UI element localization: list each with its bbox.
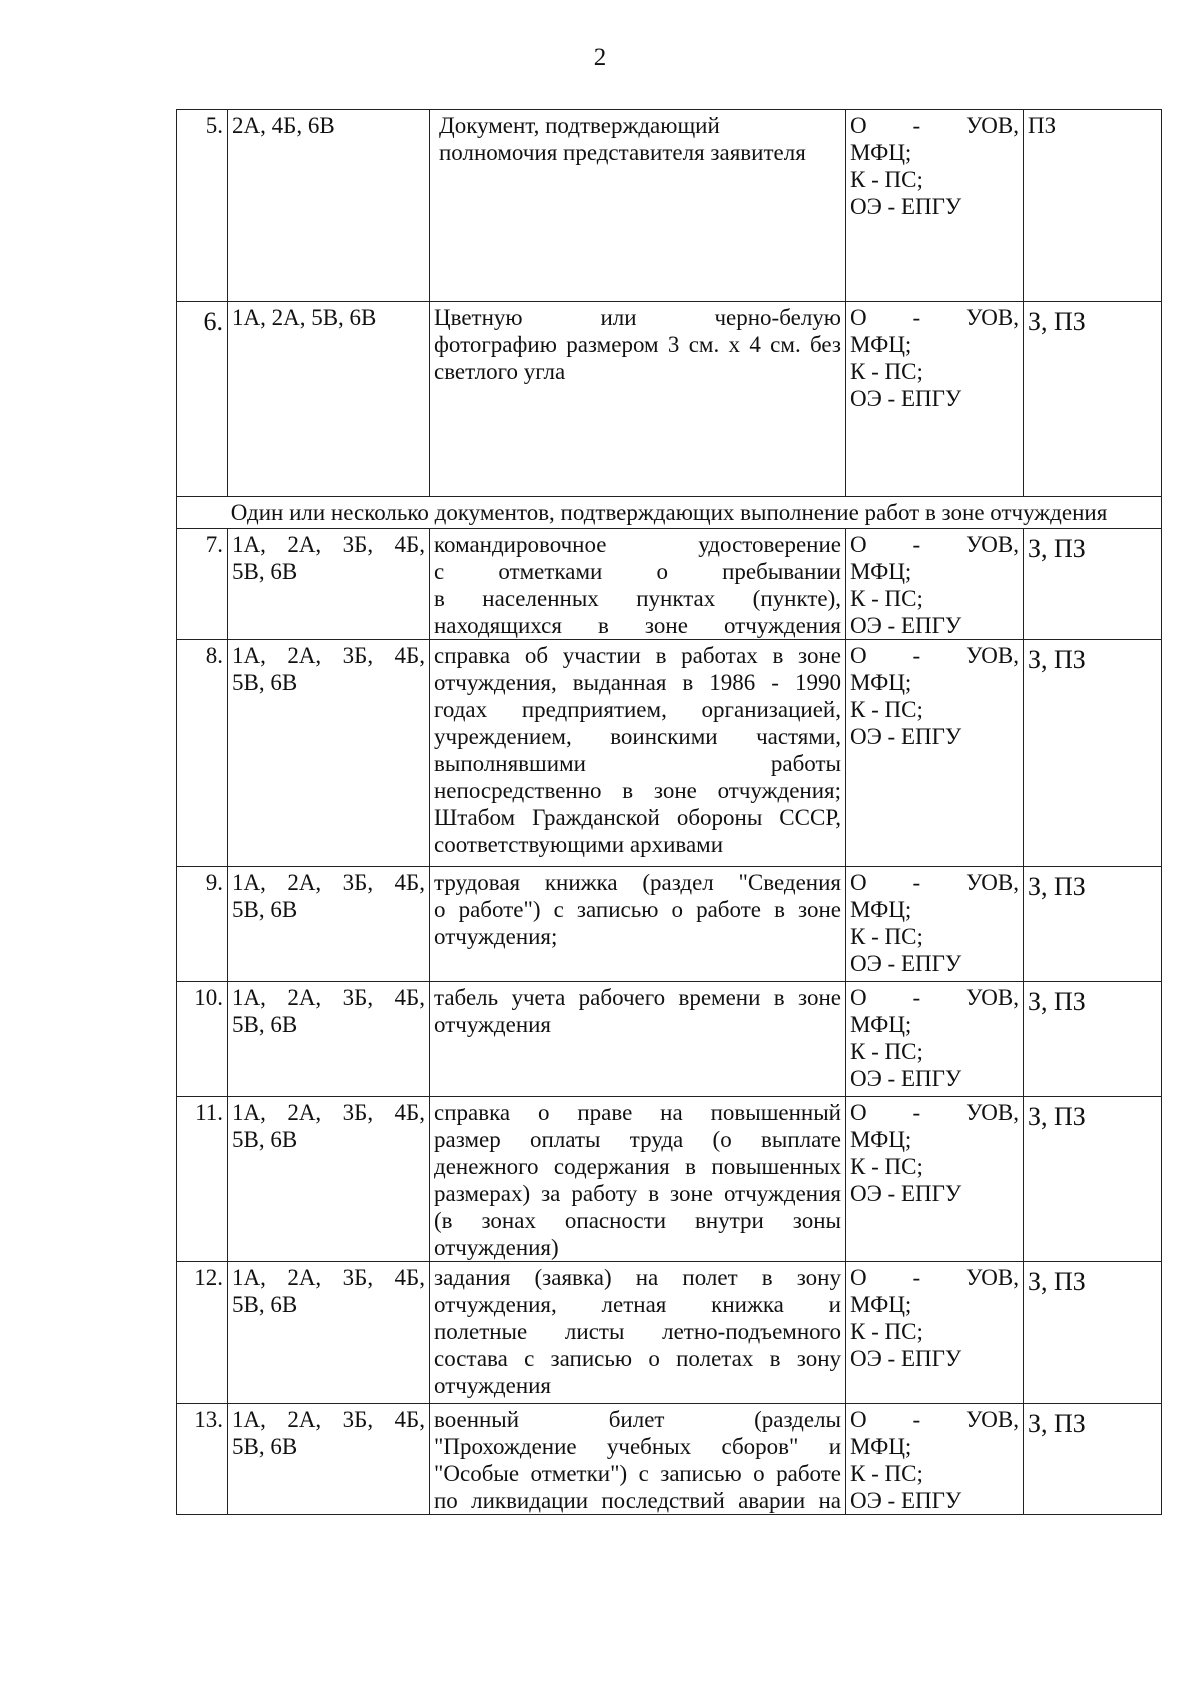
submission-method-uov: УОВ, — [966, 1407, 1019, 1432]
document-name-cell — [430, 640, 846, 867]
document-name-line: задания (заявка) на полет в зону — [434, 1265, 841, 1290]
table-row — [177, 110, 1162, 302]
section-title: Один или несколько документов, подтверждающих выполнение работ в зоне отчуждения — [177, 497, 1162, 529]
submission-method-dash: - — [912, 113, 921, 138]
submission-note: З, ПЗ — [1024, 529, 1162, 640]
submission-note: З, ПЗ — [1024, 982, 1162, 1097]
applicant-categories-line: 1А, 2А, 3Б, 4Б, — [232, 1100, 425, 1125]
submission-method-line: ОЭ - ЕПГУ — [850, 194, 962, 219]
submission-method-line: ОЭ - ЕПГУ — [850, 1066, 962, 1091]
submission-method-cell — [846, 1262, 1024, 1404]
document-name-line: командировочное удостоверение — [434, 532, 841, 557]
applicant-categories — [228, 529, 430, 640]
submission-method-dash: - — [912, 1407, 921, 1432]
submission-method-first-line — [850, 1099, 1019, 1126]
document-name-line: "Особые отметки") с записью о работе — [434, 1461, 841, 1486]
submission-method-line: ОЭ - ЕПГУ — [850, 386, 962, 411]
submission-method-cell — [846, 867, 1024, 982]
submission-method-o: О — [850, 643, 867, 668]
submission-method-line: К - ПС; — [850, 1154, 923, 1179]
applicant-categories — [228, 1404, 430, 1515]
document-name-line: отчуждения — [434, 1373, 552, 1398]
submission-method-line: МФЦ; — [850, 1012, 912, 1037]
applicant-categories — [228, 1262, 430, 1404]
submission-method-o: О — [850, 113, 867, 138]
submission-method-line: МФЦ; — [850, 1127, 912, 1152]
document-name-cell — [430, 867, 846, 982]
applicant-categories — [228, 867, 430, 982]
submission-method-line: ОЭ - ЕПГУ — [850, 1488, 962, 1513]
document-name-line: непосредственно в зоне отчуждения; — [434, 778, 841, 803]
row-number: 12. — [177, 1262, 228, 1404]
submission-method-first-line — [850, 984, 1019, 1011]
applicant-categories-line: 5В, 6В — [232, 559, 298, 584]
applicant-categories-line: 1А, 2А, 3Б, 4Б, — [232, 532, 425, 557]
table-row — [177, 640, 1162, 867]
table-row — [177, 982, 1162, 1097]
submission-method-line: К - ПС; — [850, 697, 923, 722]
submission-method-first-line — [850, 304, 1019, 331]
submission-note: З, ПЗ — [1024, 1404, 1162, 1515]
applicant-categories-line: 5В, 6В — [232, 1012, 298, 1037]
submission-method-uov: УОВ, — [966, 643, 1019, 668]
submission-method-dash: - — [912, 1265, 921, 1290]
submission-method-dash: - — [912, 1100, 921, 1125]
document-name-line: находящихся в зоне отчуждения — [434, 613, 841, 638]
document-name-line: светлого угла — [434, 359, 566, 384]
row-number: 6. — [177, 302, 228, 497]
document-name-line: полетные листы летно-подъемного — [434, 1319, 841, 1344]
applicant-categories: 2А, 4Б, 6В — [228, 110, 430, 302]
submission-method-uov: УОВ, — [966, 1100, 1019, 1125]
submission-method-uov: УОВ, — [966, 1265, 1019, 1290]
document-name-line: размер оплаты труда (о выплате — [434, 1127, 841, 1152]
document-name-line: Цветную или черно-белую — [434, 305, 841, 330]
applicant-categories — [228, 982, 430, 1097]
submission-method-dash: - — [912, 305, 921, 330]
submission-method-uov: УОВ, — [966, 985, 1019, 1010]
document-name-line: размерах) за работу в зоне отчуждения — [434, 1181, 841, 1206]
applicant-categories-line: 1А, 2А, 3Б, 4Б, — [232, 643, 425, 668]
row-number: 5. — [177, 110, 228, 302]
submission-method-first-line — [850, 642, 1019, 669]
document-name-line: табель учета рабочего времени в зоне — [434, 985, 841, 1010]
submission-method-line: МФЦ; — [850, 670, 912, 695]
document-name-cell — [430, 1404, 846, 1515]
document-name-line: о работе") с записью о работе в зоне — [434, 897, 841, 922]
document-name-line: выполнявшими работы — [434, 751, 841, 776]
document-name-line: соответствующими архивами — [434, 832, 724, 857]
applicant-categories-line: 5В, 6В — [232, 1434, 298, 1459]
applicant-categories — [228, 640, 430, 867]
row-number: 13. — [177, 1404, 228, 1515]
document-name-line: справка об участии в работах в зоне — [434, 643, 841, 668]
row-number: 9. — [177, 867, 228, 982]
row-number: 7. — [177, 529, 228, 640]
submission-method-dash: - — [912, 985, 921, 1010]
submission-method-cell — [846, 110, 1024, 302]
submission-method-line: К - ПС; — [850, 359, 923, 384]
submission-method-line: МФЦ; — [850, 897, 912, 922]
submission-method-line: ОЭ - ЕПГУ — [850, 951, 962, 976]
table-row — [177, 1097, 1162, 1262]
submission-method-dash: - — [912, 532, 921, 557]
submission-method-dash: - — [912, 643, 921, 668]
document-name-line: отчуждения; — [434, 924, 558, 949]
section-header-row — [177, 497, 1162, 529]
submission-method-line: МФЦ; — [850, 332, 912, 357]
document-name-line: в населенных пунктах (пункте), — [434, 586, 841, 611]
document-name-cell — [430, 302, 846, 497]
submission-method-first-line — [850, 1406, 1019, 1433]
submission-note: З, ПЗ — [1024, 1097, 1162, 1262]
applicant-categories-line: 5В, 6В — [232, 1292, 298, 1317]
submission-note: З, ПЗ — [1024, 302, 1162, 497]
document-name-cell — [430, 982, 846, 1097]
submission-method-o: О — [850, 1100, 867, 1125]
submission-method-cell — [846, 529, 1024, 640]
document-name-line: (в зонах опасности внутри зоны — [434, 1208, 841, 1233]
page-number: 2 — [593, 44, 607, 71]
submission-method-cell — [846, 302, 1024, 497]
documents-table — [176, 109, 1162, 1515]
submission-note: ПЗ — [1024, 110, 1162, 302]
submission-method-first-line — [850, 112, 1019, 139]
document-name-line: отчуждения) — [434, 1235, 559, 1260]
applicant-categories-line: 1А, 2А, 3Б, 4Б, — [232, 870, 425, 895]
document-name-line: справка о праве на повышенный — [434, 1100, 841, 1125]
submission-method-line: ОЭ - ЕПГУ — [850, 613, 962, 638]
submission-method-uov: УОВ, — [966, 532, 1019, 557]
document-name-line: по ликвидации последствий аварии на — [434, 1488, 841, 1513]
table-row — [177, 302, 1162, 497]
applicant-categories-line: 5В, 6В — [232, 1127, 298, 1152]
row-number: 11. — [177, 1097, 228, 1262]
submission-method-first-line — [850, 1264, 1019, 1291]
document-name-line: отчуждения, летная книжка и — [434, 1292, 841, 1317]
applicant-categories: 1А, 2А, 5В, 6В — [228, 302, 430, 497]
applicant-categories-line: 1А, 2А, 3Б, 4Б, — [232, 1407, 425, 1432]
submission-method-cell — [846, 640, 1024, 867]
submission-method-cell — [846, 1097, 1024, 1262]
submission-method-o: О — [850, 985, 867, 1010]
submission-method-dash: - — [912, 870, 921, 895]
table-row — [177, 1404, 1162, 1515]
row-number: 8. — [177, 640, 228, 867]
document-name-line: с отметками о пребывании — [434, 559, 841, 584]
submission-method-o: О — [850, 1265, 867, 1290]
submission-method-first-line — [850, 869, 1019, 896]
submission-method-line: К - ПС; — [850, 167, 923, 192]
document-name-line: денежного содержания в повышенных — [434, 1154, 841, 1179]
document-name-line: Штабом Гражданской обороны СССР, — [434, 805, 841, 830]
document-name-line: полномочия представителя заявителя — [439, 140, 806, 165]
document-name-line: состава с записью о полетах в зону — [434, 1346, 841, 1371]
submission-note: З, ПЗ — [1024, 640, 1162, 867]
document-name-cell — [430, 110, 846, 302]
submission-method-o: О — [850, 870, 867, 895]
submission-method-o: О — [850, 305, 867, 330]
row-number: 10. — [177, 982, 228, 1097]
applicant-categories-line: 1А, 2А, 3Б, 4Б, — [232, 1265, 425, 1290]
applicant-categories-line: 5В, 6В — [232, 670, 298, 695]
document-name-line: военный билет (разделы — [434, 1407, 841, 1432]
submission-method-uov: УОВ, — [966, 870, 1019, 895]
submission-method-line: К - ПС; — [850, 1319, 923, 1344]
submission-method-line: К - ПС; — [850, 1039, 923, 1064]
submission-method-first-line — [850, 531, 1019, 558]
document-name-cell — [430, 1262, 846, 1404]
document-name-line: учреждением, воинскими частями, — [434, 724, 841, 749]
document-name-line: годах предприятием, организацией, — [434, 697, 841, 722]
document-name-line: отчуждения — [434, 1012, 552, 1037]
applicant-categories-line: 5В, 6В — [232, 897, 298, 922]
submission-method-line: МФЦ; — [850, 559, 912, 584]
document-name-cell — [430, 1097, 846, 1262]
document-name-line: трудовая книжка (раздел "Сведения — [434, 870, 841, 895]
submission-method-line: К - ПС; — [850, 924, 923, 949]
submission-method-uov: УОВ, — [966, 113, 1019, 138]
table-row — [177, 1262, 1162, 1404]
submission-method-line: ОЭ - ЕПГУ — [850, 1181, 962, 1206]
table-row — [177, 529, 1162, 640]
submission-method-line: МФЦ; — [850, 1292, 912, 1317]
submission-method-line: К - ПС; — [850, 1461, 923, 1486]
submission-method-line: МФЦ; — [850, 140, 912, 165]
applicant-categories-line: 1А, 2А, 3Б, 4Б, — [232, 985, 425, 1010]
document-name-line: отчуждения, выданная в 1986 - 1990 — [434, 670, 841, 695]
submission-method-o: О — [850, 532, 867, 557]
submission-method-cell — [846, 982, 1024, 1097]
submission-note: З, ПЗ — [1024, 867, 1162, 982]
submission-method-cell — [846, 1404, 1024, 1515]
applicant-categories — [228, 1097, 430, 1262]
document-name-line: фотографию размером 3 см. х 4 см. без — [434, 332, 841, 357]
submission-note: З, ПЗ — [1024, 1262, 1162, 1404]
document-name-line: "Прохождение учебных сборов" и — [434, 1434, 841, 1459]
submission-method-line: К - ПС; — [850, 586, 923, 611]
submission-method-o: О — [850, 1407, 867, 1432]
table-row — [177, 867, 1162, 982]
document-name-line: Документ, подтверждающий — [439, 113, 720, 138]
submission-method-line: ОЭ - ЕПГУ — [850, 1346, 962, 1371]
document-name-cell — [430, 529, 846, 640]
submission-method-uov: УОВ, — [966, 305, 1019, 330]
submission-method-line: МФЦ; — [850, 1434, 912, 1459]
submission-method-line: ОЭ - ЕПГУ — [850, 724, 962, 749]
